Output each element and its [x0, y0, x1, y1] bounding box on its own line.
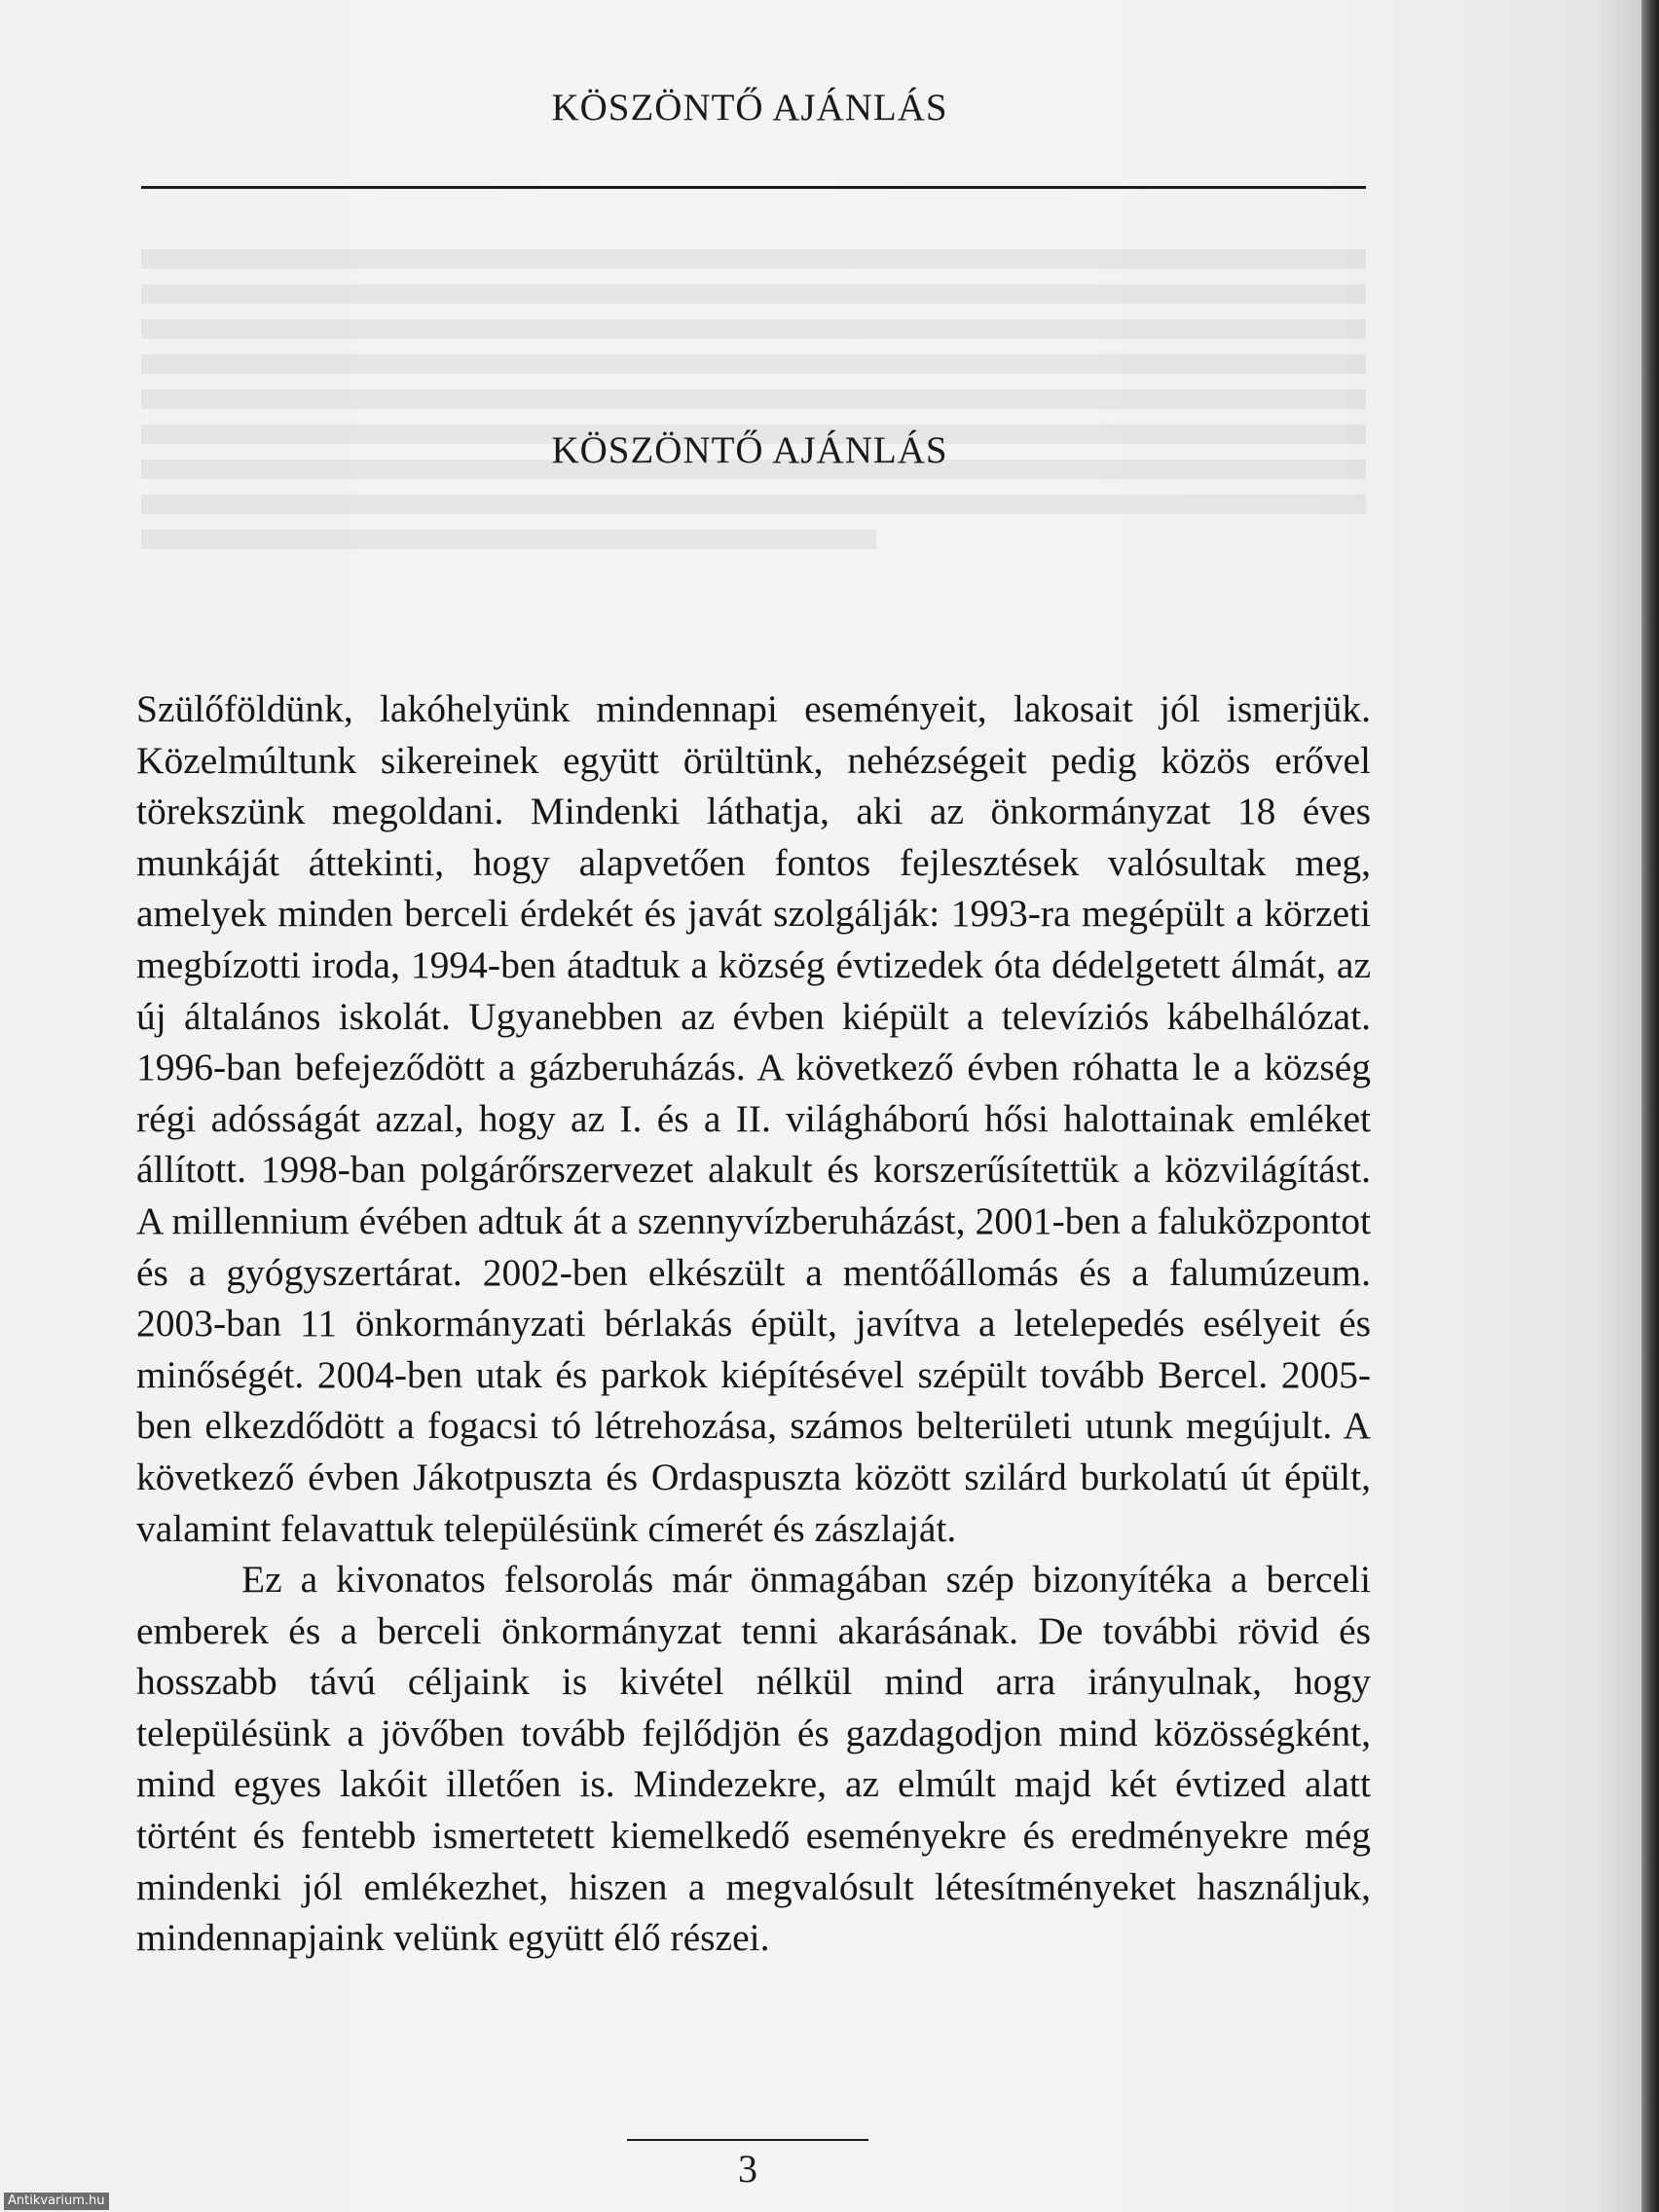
paragraph-1: Szülőföldünk, lakóhelyünk mindennapi eseményeit, lakosait jól ismerjük. Közelmúltunk sikereinek együtt örültünk, nehézségeit pedig közös erővel törekszünk megoldani. Mindenki láthatja, aki az önkormányzat 18 éves munkáját áttekinti, hogy alapvetően fontos fejlesztések valósultak meg, amelyek minden berceli érdekét és javát szolgálják: 1993-ra megépült a körzeti megbízotti iroda, 1994-ben átadtuk a község évtizedek óta dédelgetett álmát, az új általános iskolát. Ugyanebben az évben kiépült a televíziós kábelhálózat. 1996-ban befejeződött a gázberuházás. A következő évben róhatta le a község régi adósságát azzal, hogy az I. és a II. világháború hősi halottainak emléket állított. 1998-ban polgárőrszervezet alakult és korszerűsítettük a közvilágítást. A millennium évében adtuk át a szennyvízberuházást, 2001-ben a faluközpontot és a gyógyszertárat. 2002-ben elkészült a mentőállomás és a falumúzeum. 2003-ban 11 önkormányzati bérlakás épült, javítva a letelepedés esélyeit és minőségét. 2004-ben utak és parkok kiépítésével szépült tovább Bercel. 2005-ben elkezdődött a fogacsi tó létrehozása, számos belterületi utunk megújult. A következő évben Jákotpuszta és Ordaspuszta között szilárd burkolatú út épült, valamint felavattuk településünk címerét és zászlaját.: [136, 687, 1371, 1550]
bleed-line: [141, 495, 1366, 514]
footer-rule: [627, 2139, 868, 2141]
bleed-line: [141, 249, 1366, 269]
page-number: 3: [738, 2147, 757, 2191]
source-watermark: Antikvarium.hu: [4, 2193, 109, 2210]
bleed-line: [141, 389, 1366, 409]
page-edge-shadow: [1641, 0, 1659, 2212]
bleed-line: [141, 530, 876, 549]
body-text: [136, 683, 1371, 1964]
section-title: KÖSZÖNTŐ AJÁNLÁS: [551, 429, 948, 471]
bleed-line: [141, 319, 1366, 339]
running-head: KÖSZÖNTŐ AJÁNLÁS: [551, 87, 948, 129]
header-rule: [141, 186, 1366, 189]
paragraph-2: Ez a kivonatos felsorolás már önmagában szép bizonyítéka a berceli emberek és a berceli önkormányzat tenni akarásának. De további rövid és hosszabb távú céljaink is kivétel nélkül mind arra irányulnak, hogy településünk a jövőben tovább fejlődjön és gazdagodjon mind közösségként, mind egyes lakóit illetően is. Mindezekre, az elmúlt majd két évtized alatt történt és fentebb ismertetett kiemelkedő eseményekre és eredményekre még mindenki jól emlékezhet, hiszen a megvalósult létesítményeket használjuk, mindennapjaink velünk együtt élő részei.: [136, 1558, 1371, 1960]
bleed-line: [141, 284, 1366, 304]
bleed-line: [141, 354, 1366, 374]
